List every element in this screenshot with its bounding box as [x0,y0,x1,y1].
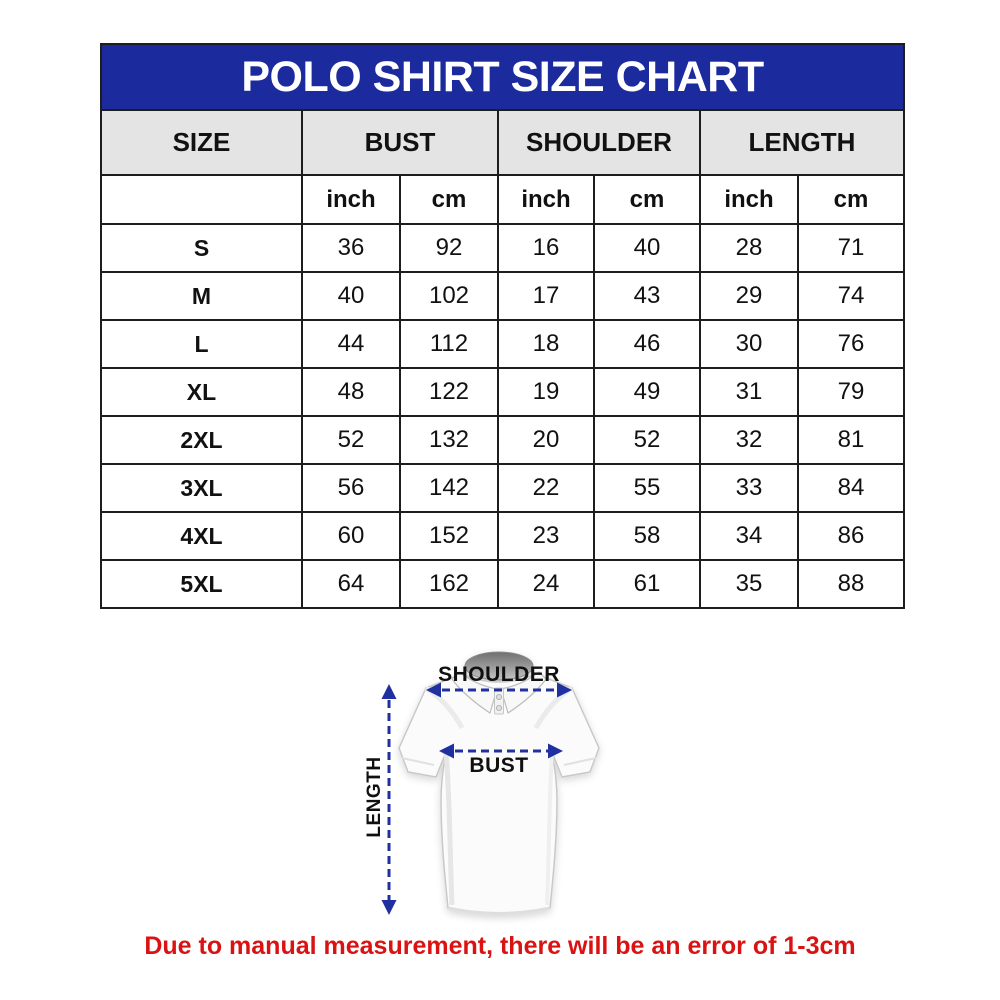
unit-header-shoulder-cm: cm [594,175,700,224]
measurement-value: 20 [498,416,594,464]
measurement-disclaimer: Due to manual measurement, there will be an error of 1-3cm [144,932,856,960]
measurement-value: 61 [594,560,700,608]
unit-header-bust-cm: cm [400,175,498,224]
measurement-value: 56 [302,464,400,512]
measurement-value: 19 [498,368,594,416]
measurement-value: 24 [498,560,594,608]
measurement-value: 81 [798,416,904,464]
measurement-value: 17 [498,272,594,320]
measurement-value: 52 [302,416,400,464]
measurement-value: 84 [798,464,904,512]
col-header-shoulder: SHOULDER [498,110,700,175]
measurement-value: 92 [400,224,498,272]
measurement-value: 44 [302,320,400,368]
table-row [101,368,904,416]
shoulder-label: SHOULDER [438,663,560,686]
table-row [101,464,904,512]
measurement-value: 22 [498,464,594,512]
unit-header-shoulder-inch: inch [498,175,594,224]
measurement-value: 122 [400,368,498,416]
measurement-value: 18 [498,320,594,368]
measurement-value: 46 [594,320,700,368]
size-label: L [101,320,302,368]
measurement-value: 49 [594,368,700,416]
unit-header-length-cm: cm [798,175,904,224]
button [496,705,501,710]
measurement-value: 29 [700,272,798,320]
measurement-value: 88 [798,560,904,608]
measurement-value: 43 [594,272,700,320]
size-label: 3XL [101,464,302,512]
measurement-value: 23 [498,512,594,560]
group-header-row [101,110,904,175]
measurement-value: 142 [400,464,498,512]
col-header-length: LENGTH [700,110,904,175]
length-label: LENGTH [364,756,385,838]
size-chart-table [100,43,905,609]
table-row [101,512,904,560]
measurement-value: 86 [798,512,904,560]
table-row [101,320,904,368]
measurement-value: 52 [594,416,700,464]
measurement-value: 32 [700,416,798,464]
unit-header-length-inch: inch [700,175,798,224]
button [496,694,501,699]
measurement-value: 55 [594,464,700,512]
unit-header-row [101,175,904,224]
measurement-value: 102 [400,272,498,320]
table-row [101,560,904,608]
measurement-value: 31 [700,368,798,416]
col-header-size: SIZE [101,110,302,175]
measurement-value: 28 [700,224,798,272]
bust-label: BUST [469,754,529,777]
measurement-value: 40 [594,224,700,272]
unit-header-bust-inch: inch [302,175,400,224]
size-label: 4XL [101,512,302,560]
size-label: 2XL [101,416,302,464]
measurement-value: 112 [400,320,498,368]
measurement-value: 71 [798,224,904,272]
measurement-value: 152 [400,512,498,560]
measurement-value: 79 [798,368,904,416]
measurement-value: 76 [798,320,904,368]
measurement-value: 16 [498,224,594,272]
measurement-value: 35 [700,560,798,608]
measurement-value: 74 [798,272,904,320]
measurement-value: 162 [400,560,498,608]
size-label: 5XL [101,560,302,608]
table-row [101,416,904,464]
measurement-value: 58 [594,512,700,560]
measurement-value: 132 [400,416,498,464]
measurement-value: 33 [700,464,798,512]
measurement-value: 36 [302,224,400,272]
measurement-value: 64 [302,560,400,608]
size-label: XL [101,368,302,416]
table-row [101,224,904,272]
size-label: M [101,272,302,320]
page-title: POLO SHIRT SIZE CHART [101,44,904,110]
measurement-value: 40 [302,272,400,320]
banner-row [101,44,904,110]
shirt-measurement-diagram [340,640,670,932]
size-label: S [101,224,302,272]
table-row [101,272,904,320]
measurement-value: 34 [700,512,798,560]
measurement-value: 30 [700,320,798,368]
measurement-value: 48 [302,368,400,416]
measurement-value: 60 [302,512,400,560]
unit-header-blank [101,175,302,224]
col-header-bust: BUST [302,110,498,175]
size-rows [101,224,904,608]
